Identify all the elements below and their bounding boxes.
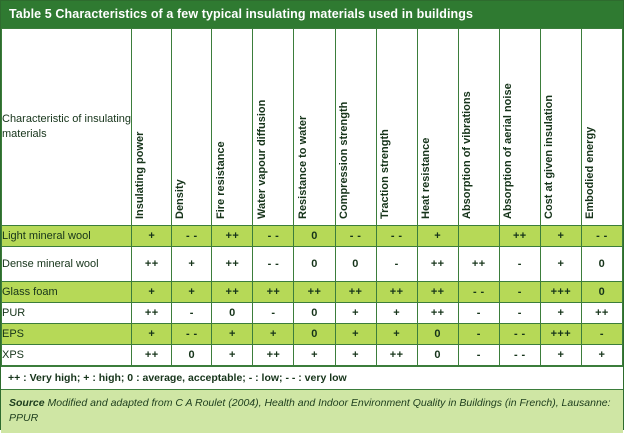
row-header-label: Characteristic of insulating materials — [2, 29, 132, 226]
row-label: EPS — [2, 324, 132, 345]
cell: + — [540, 226, 581, 247]
row-label: Dense mineral wool — [2, 247, 132, 282]
cell: + — [540, 247, 581, 282]
column-header-fire-resistance — [212, 29, 253, 226]
table-row — [2, 282, 623, 303]
cell: + — [212, 324, 253, 345]
cell: - — [499, 247, 540, 282]
matrix-wrapper — [1, 28, 623, 366]
cell: - — [499, 303, 540, 324]
cell: + — [335, 324, 376, 345]
cell: ++ — [335, 282, 376, 303]
cell: + — [132, 282, 172, 303]
cell: 0 — [581, 282, 622, 303]
cell: ++ — [458, 247, 499, 282]
table-row — [2, 303, 623, 324]
cell: + — [212, 345, 253, 366]
cell: - — [458, 345, 499, 366]
row-label: PUR — [2, 303, 132, 324]
cell: - - — [335, 226, 376, 247]
cell: + — [540, 303, 581, 324]
cell: - — [458, 324, 499, 345]
cell: ++ — [417, 247, 458, 282]
column-header-label: Absorption of aerial noise — [502, 83, 515, 219]
column-header-embodied-energy — [581, 29, 622, 226]
column-header-absorption-of-vibrations — [458, 29, 499, 226]
characteristics-table — [1, 28, 623, 366]
table-title: Table 5 Characteristics of a few typical insulating materials used in buildings — [1, 1, 623, 28]
cell: ++ — [376, 282, 417, 303]
column-header-label: Water vapour diffusion — [255, 99, 268, 219]
column-header-label: Insulating power — [134, 131, 147, 219]
cell: 0 — [294, 247, 335, 282]
column-header-traction-strength — [376, 29, 417, 226]
cell: + — [253, 324, 294, 345]
row-label: Light mineral wool — [2, 226, 132, 247]
column-header-label: Resistance to water — [296, 115, 309, 219]
cell: 0 — [294, 324, 335, 345]
table-row — [2, 324, 623, 345]
source-text: Modified and adapted from C A Roulet (2004), Health and Indoor Environment Quality in Buildings (in French), Lausanne: PPUR — [9, 397, 611, 425]
column-header-insulating-power — [132, 29, 172, 226]
cell: - - — [172, 324, 212, 345]
cell: 0 — [294, 303, 335, 324]
cell: + — [132, 226, 172, 247]
cell: - - — [458, 282, 499, 303]
column-header-label: Absorption of vibrations — [461, 91, 474, 219]
cell: - — [172, 303, 212, 324]
cell: ++ — [417, 282, 458, 303]
legend-note: ++ : Very high; + : high; 0 : average, acceptable; - : low; - - : very low — [1, 366, 623, 390]
column-header-label: Heat resistance — [420, 137, 433, 219]
source-label: Source — [9, 397, 45, 409]
column-header-absorption-of-aerial-noise — [499, 29, 540, 226]
cell: + — [376, 303, 417, 324]
column-header-resistance-to-water — [294, 29, 335, 226]
cell: + — [335, 345, 376, 366]
cell: - - — [499, 345, 540, 366]
cell: ++ — [499, 226, 540, 247]
cell: - - — [581, 226, 622, 247]
cell: + — [172, 282, 212, 303]
cell: - - — [376, 226, 417, 247]
cell: ++ — [212, 226, 253, 247]
cell: + — [294, 345, 335, 366]
cell: ++ — [417, 303, 458, 324]
cell: +++ — [540, 324, 581, 345]
column-header-density — [172, 29, 212, 226]
cell: - — [376, 247, 417, 282]
cell: 0 — [294, 226, 335, 247]
column-header-label: Embodied energy — [584, 126, 597, 219]
cell: + — [132, 324, 172, 345]
cell: ++ — [132, 345, 172, 366]
cell: ++ — [212, 247, 253, 282]
cell: ++ — [212, 282, 253, 303]
cell: - - — [253, 226, 294, 247]
row-label: XPS — [2, 345, 132, 366]
cell: ++ — [294, 282, 335, 303]
cell: - — [499, 282, 540, 303]
cell: ++ — [253, 345, 294, 366]
column-header-label: Cost at given insulation — [543, 94, 556, 219]
cell: 0 — [212, 303, 253, 324]
cell: ++ — [132, 303, 172, 324]
cell: + — [417, 226, 458, 247]
cell: - - — [499, 324, 540, 345]
table-header-row — [2, 29, 623, 226]
cell: ++ — [376, 345, 417, 366]
column-header-label: Traction strength — [379, 129, 392, 219]
column-header-cost-at-given-insulation — [540, 29, 581, 226]
source-note — [1, 390, 623, 433]
cell: ++ — [253, 282, 294, 303]
cell: - - — [253, 247, 294, 282]
column-header-label: Density — [174, 179, 187, 219]
cell — [458, 226, 499, 247]
cell: 0 — [581, 247, 622, 282]
cell: - — [253, 303, 294, 324]
cell: - — [581, 324, 622, 345]
column-header-heat-resistance — [417, 29, 458, 226]
column-header-water-vapour-diffusion — [253, 29, 294, 226]
cell: + — [581, 345, 622, 366]
cell: + — [376, 324, 417, 345]
table-row — [2, 247, 623, 282]
row-label: Glass foam — [2, 282, 132, 303]
cell: 0 — [417, 324, 458, 345]
cell: ++ — [581, 303, 622, 324]
cell: + — [540, 345, 581, 366]
column-header-label: Fire resistance — [214, 141, 227, 219]
cell: - — [458, 303, 499, 324]
table-row — [2, 226, 623, 247]
cell: ++ — [132, 247, 172, 282]
cell: +++ — [540, 282, 581, 303]
cell: 0 — [335, 247, 376, 282]
cell: - - — [172, 226, 212, 247]
cell: 0 — [417, 345, 458, 366]
cell: + — [172, 247, 212, 282]
cell: + — [335, 303, 376, 324]
cell: 0 — [172, 345, 212, 366]
column-header-label: Compression strength — [338, 101, 351, 219]
table-row — [2, 345, 623, 366]
column-header-compression-strength — [335, 29, 376, 226]
